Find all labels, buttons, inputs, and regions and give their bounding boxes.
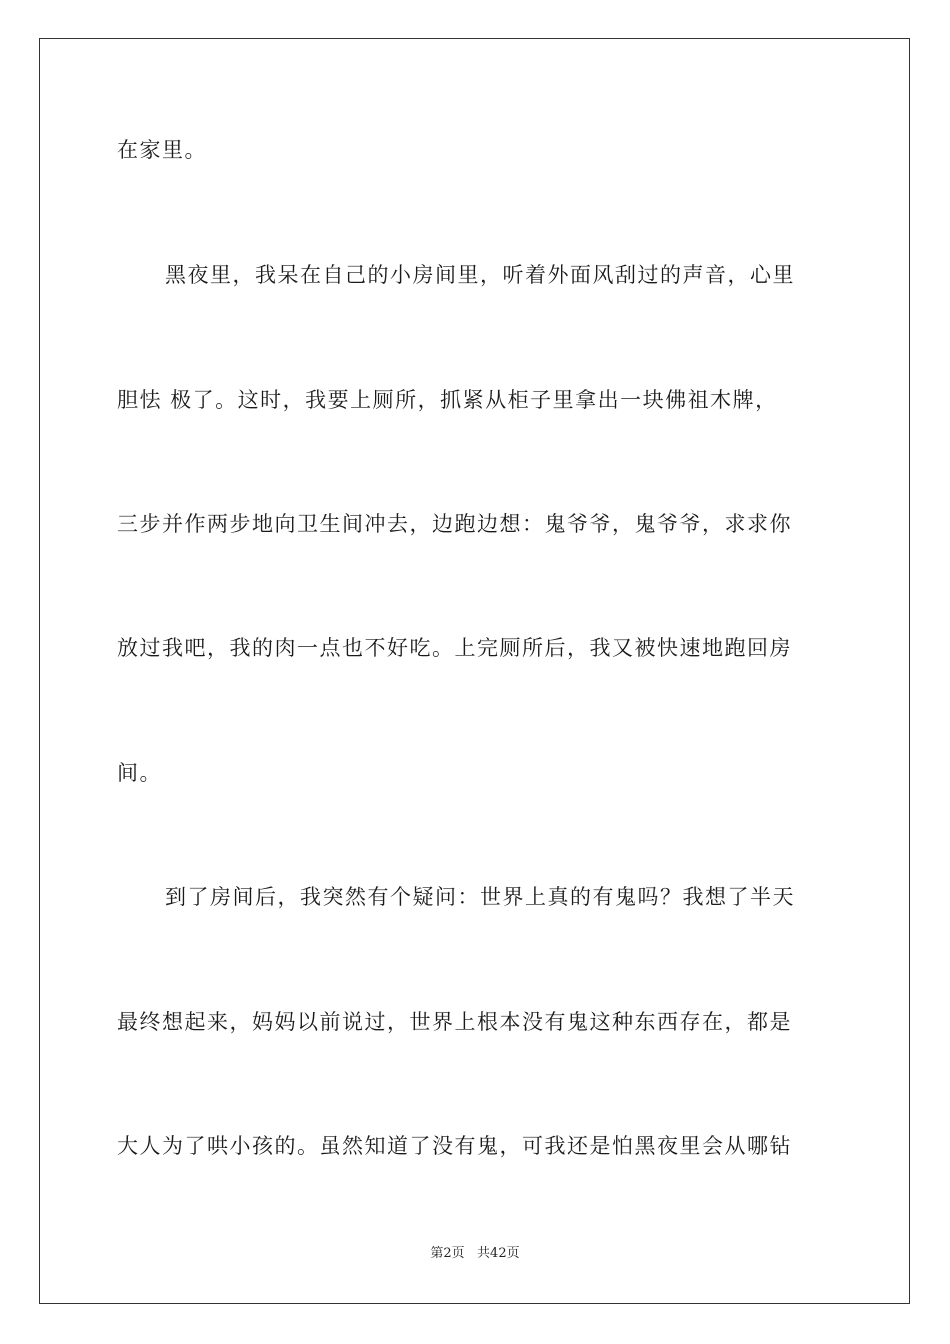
text-line-7: 到了房间后，我突然有个疑问：世界上真的有鬼吗？我想了半天 bbox=[165, 885, 795, 909]
page-number-footer: 第2页 共42页 bbox=[430, 1246, 520, 1261]
text-line-6: 间。 bbox=[117, 761, 162, 785]
text-line-8: 最终想起来，妈妈以前说过，世界上根本没有鬼这种东西存在，都是 bbox=[117, 1010, 792, 1034]
text-line-3: 胆怯 极了。这时，我要上厕所，抓紧从柜子里拿出一块佛祖木牌， bbox=[117, 388, 778, 412]
text-line-5: 放过我吧，我的肉一点也不好吃。上完厕所后，我又被快速地跑回房 bbox=[117, 636, 792, 660]
text-line-2: 黑夜里，我呆在自己的小房间里，听着外面风刮过的声音，心里 bbox=[165, 263, 795, 287]
text-line-9: 大人为了哄小孩的。虽然知道了没有鬼，可我还是怕黑夜里会从哪钻 bbox=[117, 1134, 792, 1158]
page-frame bbox=[39, 38, 910, 1304]
text-line-1: 在家里。 bbox=[117, 138, 207, 162]
text-line-4: 三步并作两步地向卫生间冲去，边跑边想：鬼爷爷，鬼爷爷，求求你 bbox=[117, 512, 792, 536]
